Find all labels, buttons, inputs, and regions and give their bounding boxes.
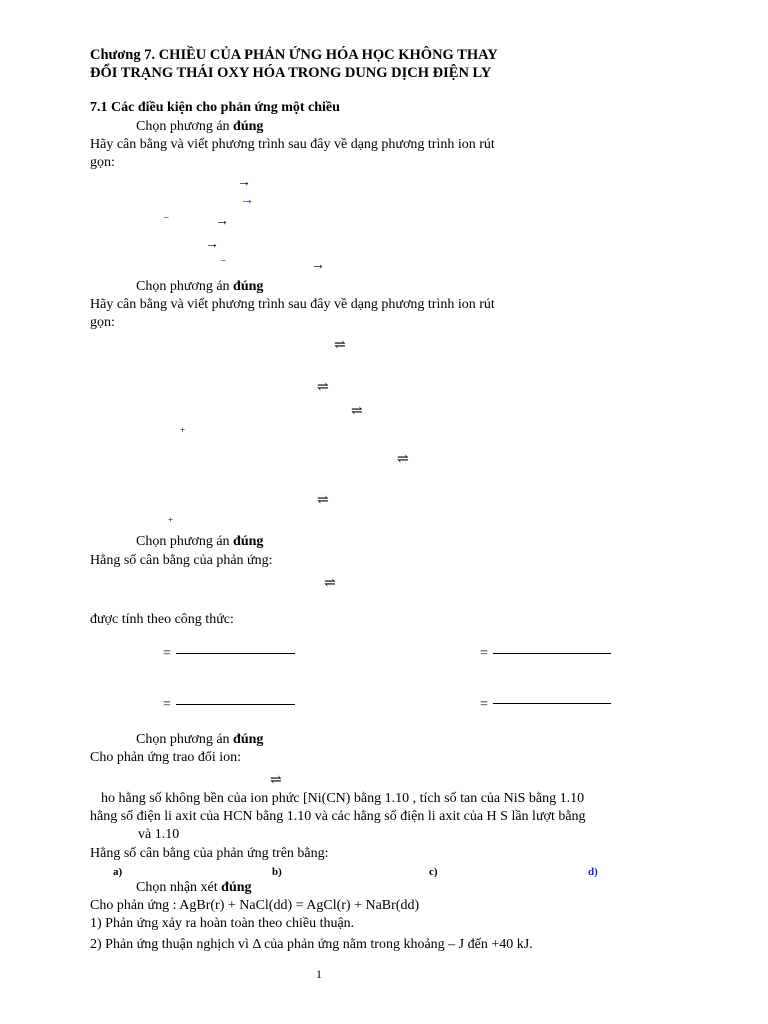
q3-formula-b-equals: =: [480, 646, 488, 661]
q1-arrow-4: →: [205, 237, 219, 252]
q2-equilibrium-4: ⇌: [397, 452, 409, 467]
q3-formula-d-fraction-bar: [493, 703, 611, 704]
q3-choose-label: Chọn phương án đúng: [136, 534, 264, 549]
q2-equilibrium-1: ⇌: [334, 338, 346, 353]
q3-formula-c-fraction-bar: [176, 704, 295, 705]
q3-text-line1: Hằng số cân bằng của phản ứng:: [90, 553, 273, 568]
q1-choose-label: Chọn phương án đúng: [136, 119, 264, 134]
q2-equilibrium-5: ⇌: [317, 493, 329, 508]
q5-choose-label: Chọn nhận xét đúng: [136, 880, 252, 895]
q1-arrow-1: →: [237, 175, 251, 190]
q1-text-line2: gọn:: [90, 155, 115, 170]
page-number: 1: [316, 967, 322, 981]
q3-formula-b-fraction-bar: [493, 653, 611, 654]
q5-statement-2: 2) Phản ứng thuận nghịch vì Δ của phản ứng nằm trong khoảng – J đến +40 kJ.: [90, 937, 533, 952]
q5-statement-1: 1) Phản ứng xảy ra hoàn toàn theo chiều thuận.: [90, 916, 355, 931]
q2-equilibrium-2: ⇌: [317, 380, 329, 395]
q2-choose-label: Chọn phương án đúng: [136, 279, 264, 294]
q4-text-line5: Hằng số cân bằng của phản ứng trên bằng:: [90, 846, 329, 861]
q3-equilibrium: ⇌: [324, 576, 336, 591]
chapter-title-line1: Chương 7. CHIỀU CỦA PHẢN ỨNG HÓA HỌC KHÔNG THAY: [90, 47, 498, 63]
chapter-title-line2: ĐỔI TRẠNG THÁI OXY HÓA TRONG DUNG DỊCH ĐIỆN LY: [90, 65, 492, 81]
q3-text-line2: được tính theo công thức:: [90, 612, 234, 627]
q4-equilibrium: ⇌: [270, 773, 282, 788]
q3-formula-a-equals: =: [163, 646, 171, 661]
q4-text-line2: ho hằng số không bền của ion phức [Ni(CN) bằng 1.10 , tích số tan của NiS bằng 1.10: [101, 791, 585, 806]
q2-plus-1: +: [180, 425, 186, 435]
q4-choose-label: Chọn phương án đúng: [136, 732, 264, 747]
q1-arrow-2: →: [240, 193, 254, 208]
q1-arrow-5: →: [311, 258, 325, 273]
q1-minus-2: –: [221, 255, 226, 265]
q4-option-b[interactable]: b): [272, 866, 282, 878]
section-heading: 7.1 Các điều kiện cho phản ứng một chiều: [90, 100, 340, 115]
q5-reaction: Cho phản ứng : AgBr(r) + NaCl(dd) = AgCl(r) + NaBr(dd): [90, 898, 420, 913]
q4-text-line3: hằng số điện li axit của HCN bằng 1.10 và các hằng số điện li axit của H S lần lượt bằng: [90, 809, 586, 824]
q2-equilibrium-3: ⇌: [351, 404, 363, 419]
q1-minus-1: –: [164, 212, 169, 222]
q4-option-c[interactable]: c): [429, 866, 438, 878]
q4-text-line4: và 1.10: [138, 827, 180, 842]
q4-option-d[interactable]: d): [588, 866, 598, 878]
q1-text-line1: Hãy cân bằng và viết phương trình sau đây về dạng phương trình ion rút: [90, 137, 495, 152]
q2-text-line1: Hãy cân bằng và viết phương trình sau đây về dạng phương trình ion rút: [90, 297, 495, 312]
q3-formula-c-equals: =: [163, 697, 171, 712]
q3-formula-d-equals: =: [480, 697, 488, 712]
q2-plus-2: +: [168, 515, 174, 525]
q2-text-line2: gọn:: [90, 315, 115, 330]
q3-formula-a-fraction-bar: [176, 653, 295, 654]
q1-arrow-3: →: [215, 214, 229, 229]
q4-text-line1: Cho phản ứng trao đổi ion:: [90, 750, 242, 765]
q4-option-a[interactable]: a): [113, 866, 123, 878]
